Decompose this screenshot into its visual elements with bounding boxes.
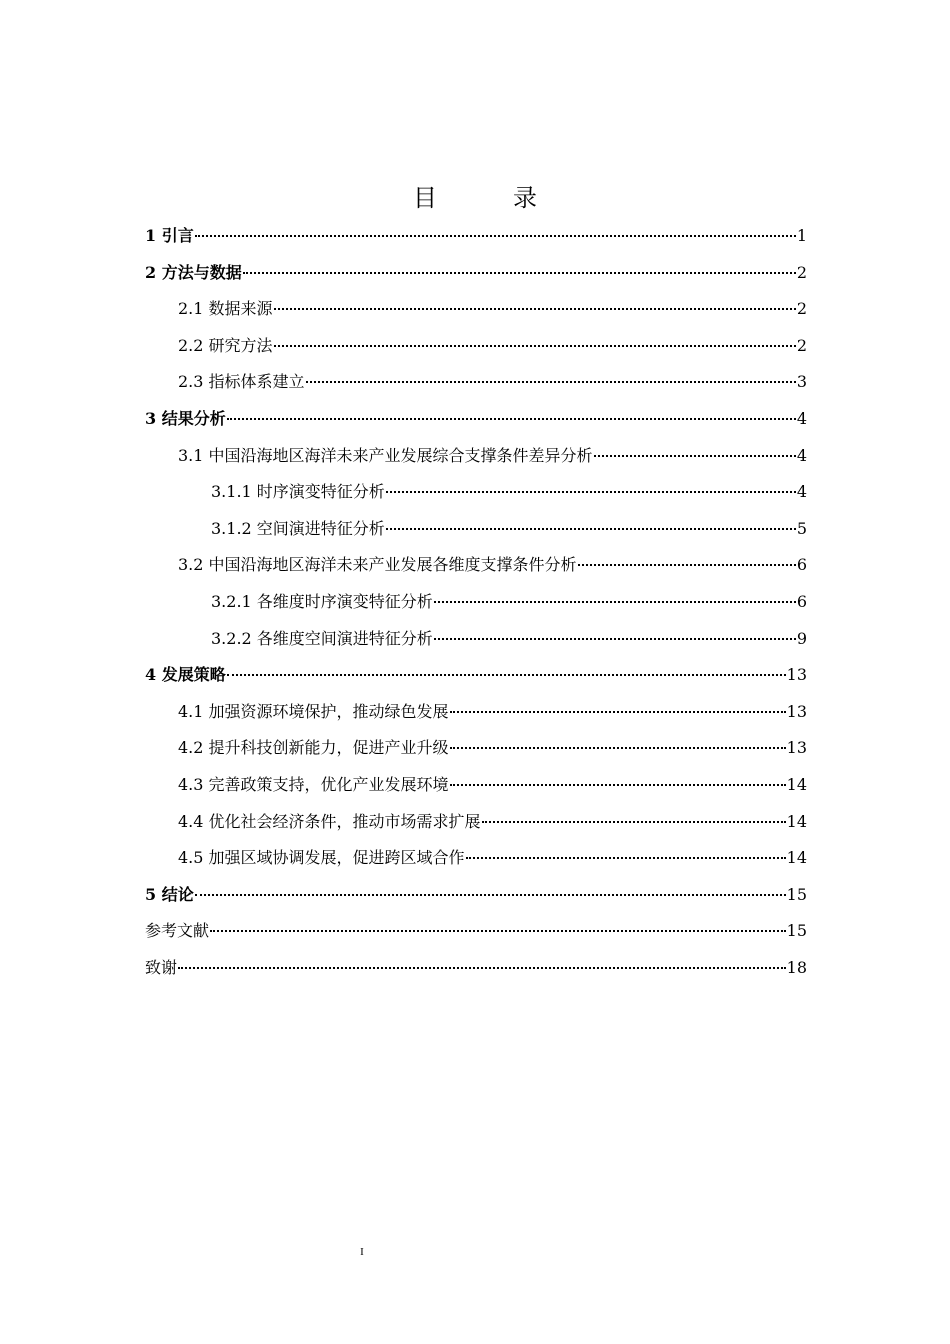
toc-entry-page: 13 <box>786 665 807 685</box>
toc-entry-label: 致谢 <box>145 957 178 977</box>
toc-dot-leader <box>195 235 796 237</box>
toc-entry-page: 2 <box>796 262 807 282</box>
toc-dot-leader <box>450 784 786 786</box>
toc-entry-page: 2 <box>796 335 807 355</box>
toc-entry-page: 6 <box>796 591 807 611</box>
table-of-contents <box>145 223 807 991</box>
toc-entry[interactable] <box>145 589 807 626</box>
toc-entry-label: 4.5 加强区域协调发展，促进跨区域合作 <box>178 848 465 868</box>
page-title: 目 录 <box>413 184 563 212</box>
toc-entry[interactable] <box>145 845 807 882</box>
toc-entry-label: 1 引言 <box>145 226 194 245</box>
toc-entry-label: 2 方法与数据 <box>145 262 242 282</box>
toc-entry-page: 18 <box>786 957 807 977</box>
toc-entry-label: 5 结论 <box>145 884 194 904</box>
toc-entry-page: 4 <box>796 482 807 502</box>
toc-entry-page: 15 <box>786 921 807 941</box>
toc-dot-leader <box>210 930 786 932</box>
toc-entry[interactable] <box>145 626 807 663</box>
toc-entry[interactable] <box>145 699 807 736</box>
toc-dot-leader <box>274 308 796 310</box>
toc-entry[interactable] <box>145 223 807 260</box>
toc-entry-label: 2.2 研究方法 <box>178 335 273 355</box>
toc-entry[interactable] <box>145 735 807 772</box>
toc-dot-leader <box>386 491 796 493</box>
toc-entry-page: 14 <box>786 811 807 831</box>
toc-entry-label: 4.1 加强资源环境保护，推动绿色发展 <box>178 701 449 721</box>
toc-entry[interactable] <box>145 552 807 589</box>
toc-entry-label: 2.3 指标体系建立 <box>178 372 305 392</box>
toc-entry-page: 13 <box>786 701 807 721</box>
toc-entry-page: 13 <box>786 738 807 758</box>
toc-entry-page: 3 <box>796 372 807 392</box>
toc-entry[interactable] <box>145 772 807 809</box>
toc-entry-label: 4.4 优化社会经济条件，推动市场需求扩展 <box>178 811 481 831</box>
toc-entry-page: 1 <box>796 226 807 245</box>
toc-entry[interactable] <box>145 955 807 992</box>
page-number: I <box>360 1246 364 1258</box>
toc-entry[interactable] <box>145 260 807 297</box>
toc-entry-label: 参考文献 <box>145 921 210 941</box>
toc-entry-page: 9 <box>796 628 807 648</box>
toc-entry-page: 15 <box>786 884 807 904</box>
toc-entry-page: 14 <box>786 848 807 868</box>
toc-dot-leader <box>227 418 796 420</box>
toc-dot-leader <box>195 894 786 896</box>
toc-entry[interactable] <box>145 333 807 370</box>
toc-entry-label: 2.1 数据来源 <box>178 299 273 319</box>
toc-entry-label: 3.2.1 各维度时序演变特征分析 <box>211 591 433 611</box>
toc-dot-leader <box>386 528 796 530</box>
toc-entry[interactable] <box>145 369 807 406</box>
toc-dot-leader <box>434 638 796 640</box>
toc-entry-label: 3.2.2 各维度空间演进特征分析 <box>211 628 433 648</box>
toc-entry-page: 4 <box>796 408 807 428</box>
toc-entry[interactable] <box>145 516 807 553</box>
toc-entry-label: 3 结果分析 <box>145 408 226 428</box>
toc-entry-page: 5 <box>796 518 807 538</box>
toc-entry[interactable] <box>145 882 807 919</box>
toc-dot-leader <box>243 272 796 274</box>
toc-entry-page: 2 <box>796 299 807 319</box>
toc-entry[interactable] <box>145 479 807 516</box>
toc-entry-page: 14 <box>786 774 807 794</box>
toc-entry-page: 6 <box>796 555 807 575</box>
toc-dot-leader <box>178 967 786 969</box>
toc-entry[interactable] <box>145 918 807 955</box>
toc-dot-leader <box>450 747 786 749</box>
toc-dot-leader <box>274 345 796 347</box>
toc-entry-label: 4 发展策略 <box>145 665 226 685</box>
toc-entry-page: 4 <box>796 445 807 465</box>
toc-entry-label: 4.3 完善政策支持，优化产业发展环境 <box>178 774 449 794</box>
toc-dot-leader <box>482 821 786 823</box>
toc-entry-label: 4.2 提升科技创新能力，促进产业升级 <box>178 738 449 758</box>
toc-entry-label: 3.1 中国沿海地区海洋未来产业发展综合支撑条件差异分析 <box>178 445 593 465</box>
toc-dot-leader <box>306 381 796 383</box>
toc-dot-leader <box>450 711 786 713</box>
toc-entry-label: 3.2 中国沿海地区海洋未来产业发展各维度支撑条件分析 <box>178 555 577 575</box>
toc-dot-leader <box>227 674 786 676</box>
toc-entry[interactable] <box>145 809 807 846</box>
toc-entry[interactable] <box>145 662 807 699</box>
toc-entry-label: 3.1.2 空间演进特征分析 <box>211 518 385 538</box>
toc-dot-leader <box>434 601 796 603</box>
toc-entry-label: 3.1.1 时序演变特征分析 <box>211 482 385 502</box>
toc-entry[interactable] <box>145 443 807 480</box>
toc-dot-leader <box>578 564 796 566</box>
toc-dot-leader <box>594 455 796 457</box>
toc-entry[interactable] <box>145 296 807 333</box>
toc-entry[interactable] <box>145 406 807 443</box>
toc-dot-leader <box>466 857 786 859</box>
